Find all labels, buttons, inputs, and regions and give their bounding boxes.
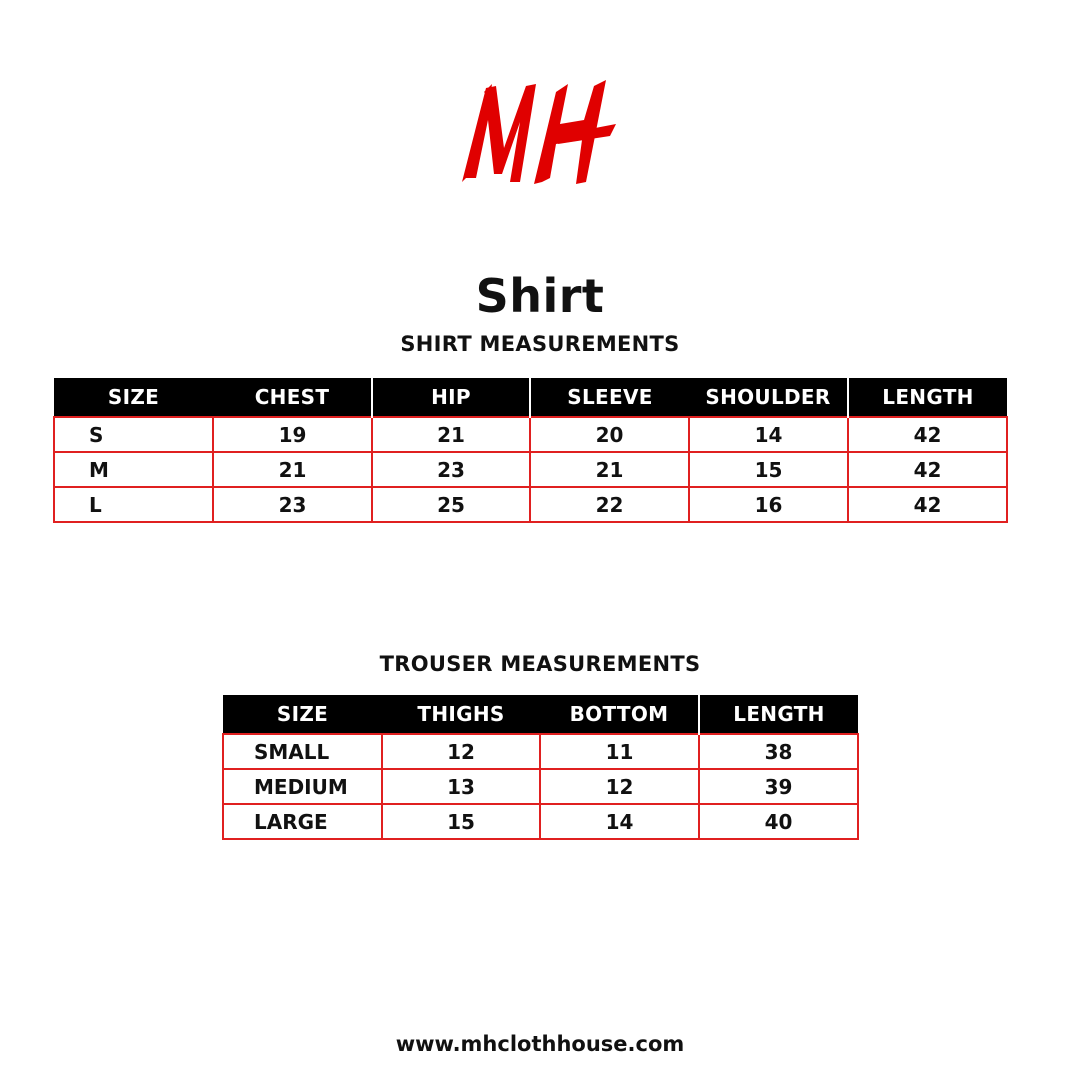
- length-cell: 40: [699, 804, 858, 839]
- table-row: [223, 769, 858, 804]
- hip-cell: 25: [372, 487, 530, 522]
- chest-cell: 23: [213, 487, 372, 522]
- table-row: [223, 734, 858, 769]
- sleeve-cell: 20: [530, 417, 689, 452]
- table-row: [54, 417, 1007, 452]
- sleeve-cell: 22: [530, 487, 689, 522]
- chest-cell: 19: [213, 417, 372, 452]
- hip-cell: 21: [372, 417, 530, 452]
- table-row: [54, 487, 1007, 522]
- table-row: [223, 804, 858, 839]
- length-cell: 42: [848, 487, 1007, 522]
- hip-cell: 23: [372, 452, 530, 487]
- column-header-thighs: THIGHS: [382, 695, 540, 734]
- length-cell: 42: [848, 417, 1007, 452]
- bottom-cell: 14: [540, 804, 699, 839]
- shoulder-cell: 15: [689, 452, 848, 487]
- length-cell: 38: [699, 734, 858, 769]
- shoulder-cell: 16: [689, 487, 848, 522]
- brand-logo: [460, 78, 620, 190]
- thighs-cell: 12: [382, 734, 540, 769]
- chest-cell: 21: [213, 452, 372, 487]
- bottom-cell: 11: [540, 734, 699, 769]
- column-header-bottom: BOTTOM: [540, 695, 699, 734]
- column-header-length: LENGTH: [699, 695, 858, 734]
- shirt-size-table: [53, 378, 1008, 523]
- table-header-row: [223, 695, 858, 734]
- column-header-chest: CHEST: [213, 378, 372, 417]
- column-header-size: SIZE: [223, 695, 382, 734]
- page-title: Shirt: [475, 269, 605, 323]
- shoulder-cell: 14: [689, 417, 848, 452]
- website-url: www.mhclothhouse.com: [395, 1032, 685, 1056]
- mh-logo-icon: [460, 78, 620, 190]
- shirt-measurements-heading: SHIRT MEASUREMENTS: [400, 332, 680, 356]
- thighs-cell: 13: [382, 769, 540, 804]
- length-cell: 39: [699, 769, 858, 804]
- size-cell: MEDIUM: [223, 769, 382, 804]
- column-header-length: LENGTH: [848, 378, 1007, 417]
- column-header-sleeve: SLEEVE: [530, 378, 689, 417]
- size-cell: SMALL: [223, 734, 382, 769]
- table-row: [54, 452, 1007, 487]
- size-cell: S: [54, 417, 213, 452]
- size-cell: LARGE: [223, 804, 382, 839]
- column-header-shoulder: SHOULDER: [689, 378, 848, 417]
- size-cell: L: [54, 487, 213, 522]
- bottom-cell: 12: [540, 769, 699, 804]
- size-cell: M: [54, 452, 213, 487]
- trouser-measurements-heading: TROUSER MEASUREMENTS: [379, 652, 701, 676]
- length-cell: 42: [848, 452, 1007, 487]
- table-header-row: [54, 378, 1007, 417]
- thighs-cell: 15: [382, 804, 540, 839]
- column-header-hip: HIP: [372, 378, 530, 417]
- sleeve-cell: 21: [530, 452, 689, 487]
- trouser-size-table: [222, 695, 859, 840]
- column-header-size: SIZE: [54, 378, 213, 417]
